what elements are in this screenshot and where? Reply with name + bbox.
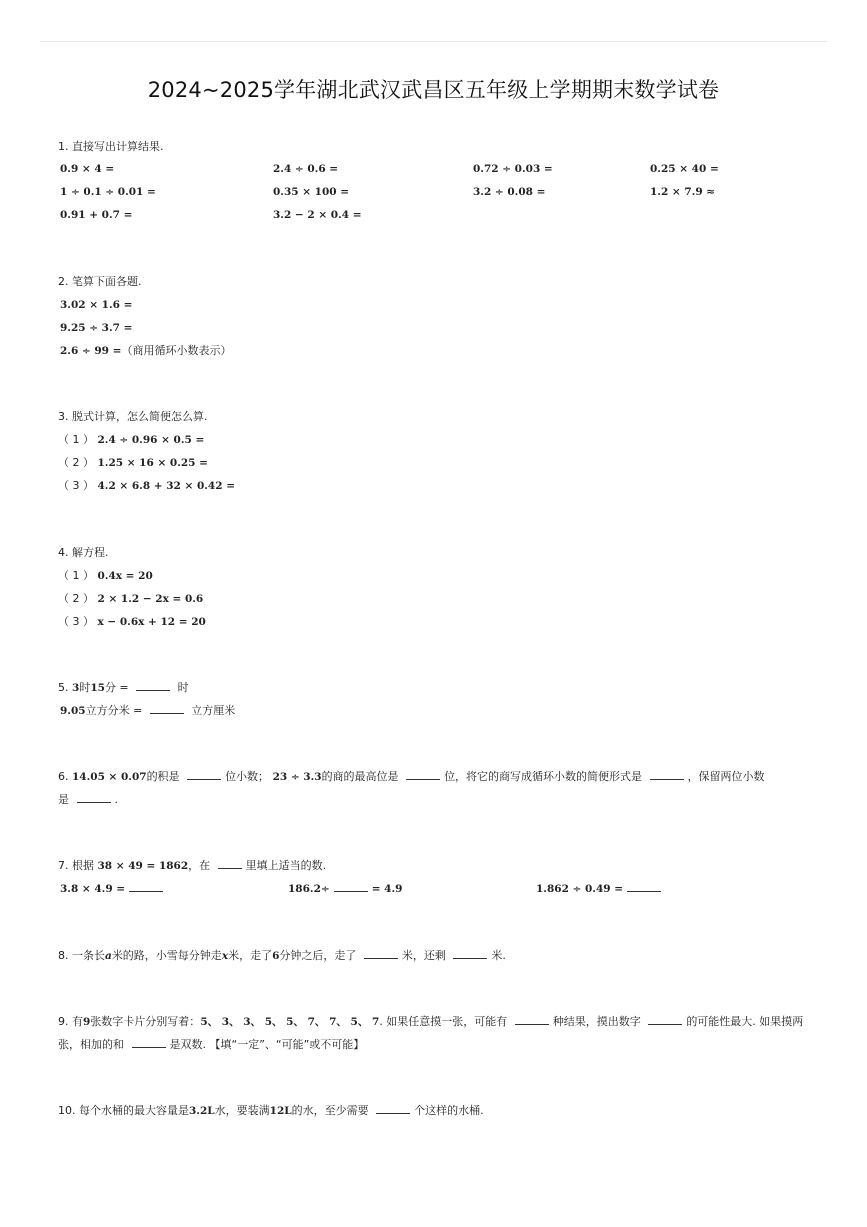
math: 9 xyxy=(83,1016,91,1028)
q7-items xyxy=(58,877,827,900)
q2-item xyxy=(58,316,827,339)
q1-item: 1.2 × 7.9 ≈ xyxy=(650,186,716,198)
question-number: 5. xyxy=(58,681,69,694)
text: 的水，至少需要 xyxy=(291,1104,369,1117)
q7-item xyxy=(60,877,167,901)
item-label: （ 2 ） xyxy=(58,592,94,605)
question-3 xyxy=(58,405,827,497)
text: 立方厘米 xyxy=(191,704,236,717)
question-stem: 1. 直接写出计算结果. xyxy=(58,140,164,153)
text: 分钟之后，走了 xyxy=(279,949,357,962)
text: 的积是 xyxy=(146,770,180,783)
text: 里填上适当的数. xyxy=(245,859,327,872)
question-stem: 4. 解方程. xyxy=(58,546,109,559)
q4-equation: 0.4x = 20 xyxy=(97,570,153,582)
text: 是双数. 【填“一定”、“可能”或不可能】 xyxy=(169,1038,365,1051)
math: 14.05 × 0.07 xyxy=(72,771,147,783)
answer-blank[interactable] xyxy=(334,879,368,892)
answer-blank[interactable] xyxy=(150,701,184,714)
math: 6 xyxy=(272,950,280,962)
text: 水，要装满 xyxy=(214,1104,270,1117)
question-4 xyxy=(58,541,827,633)
text: 的商的最高位是 xyxy=(321,770,399,783)
text: 立方分米 = xyxy=(85,704,143,717)
math: 9.05 xyxy=(60,705,86,717)
q5-line-1 xyxy=(58,676,827,699)
q9-line-2 xyxy=(58,1033,827,1056)
answer-blank[interactable] xyxy=(453,946,487,959)
q2-expr: 2.6 ÷ 99 = xyxy=(60,345,122,357)
q3-item xyxy=(58,451,827,474)
q1-row-1 xyxy=(58,158,827,181)
text: 张，相加的和 xyxy=(58,1038,124,1051)
page-title: 2024~2025学年湖北武汉武昌区五年级上学期期末数学试卷 xyxy=(147,78,720,102)
answer-blank[interactable] xyxy=(515,1012,549,1025)
q4-item xyxy=(58,610,827,633)
question-2 xyxy=(58,270,827,362)
math: 12L xyxy=(269,1105,292,1117)
q4-item xyxy=(58,564,827,587)
item-label: （ 3 ） xyxy=(58,479,94,492)
q3-expr: 4.2 × 6.8 + 32 × 0.42 = xyxy=(97,480,235,492)
text: 时 xyxy=(177,681,189,694)
question-6 xyxy=(58,765,827,811)
answer-blank[interactable] xyxy=(132,1035,166,1048)
q9-line-1 xyxy=(58,1010,827,1033)
answer-blank[interactable] xyxy=(77,790,111,803)
question-number: 6. xyxy=(58,770,69,783)
q1-item: 0.72 ÷ 0.03 = xyxy=(473,163,553,175)
q1-item: 0.25 × 40 = xyxy=(650,163,719,175)
question-stem: 2. 笔算下面各题. xyxy=(58,275,142,288)
answer-blank[interactable] xyxy=(136,678,170,691)
q3-expr: 1.25 × 16 × 0.25 = xyxy=(97,457,208,469)
q3-item xyxy=(58,428,827,451)
q4-equation: 2 × 1.2 − 2x = 0.6 xyxy=(97,593,204,605)
answer-blank[interactable] xyxy=(129,879,163,892)
q2-item xyxy=(58,339,827,362)
text: 个这样的水桶. xyxy=(414,1104,484,1117)
text: 米的路，小雪每分钟走 xyxy=(111,949,222,962)
text: 位小数； xyxy=(225,770,270,783)
top-divider xyxy=(40,41,827,42)
q1-item: 3.2 − 2 × 0.4 = xyxy=(273,209,362,221)
q5-line-2 xyxy=(58,699,827,722)
text: ，在 xyxy=(188,859,211,872)
answer-blank[interactable] xyxy=(376,1101,410,1114)
question-7 xyxy=(58,854,827,900)
item-label: （ 3 ） xyxy=(58,615,94,628)
q10-line xyxy=(58,1099,827,1122)
math: = 4.9 xyxy=(371,883,403,895)
text: . 如果任意摸一张，可能有 xyxy=(379,1015,508,1028)
q1-item: 0.35 × 100 = xyxy=(273,186,350,198)
text: . xyxy=(114,793,118,806)
math: a xyxy=(105,950,112,962)
q1-row-3 xyxy=(58,204,827,227)
text: 张数字卡片分别写着： xyxy=(90,1015,201,1028)
question-1 xyxy=(58,135,827,227)
q4-equation: x − 0.6x + 12 = 20 xyxy=(97,616,206,628)
math: 3.8 × 4.9 = xyxy=(60,883,126,895)
q7-item xyxy=(536,877,665,901)
math: 186.2÷ xyxy=(288,883,330,895)
text: 10. 每个水桶的最大容量是 xyxy=(58,1104,189,1117)
answer-blank[interactable] xyxy=(648,1012,682,1025)
item-label: （ 1 ） xyxy=(58,569,94,582)
q2-item xyxy=(58,293,827,316)
q2-expr: 3.02 × 1.6 = xyxy=(60,299,133,311)
q1-item: 0.91 + 0.7 = xyxy=(60,209,133,221)
math: x xyxy=(221,950,229,962)
text: 7. 根据 xyxy=(58,859,94,872)
q6-line-1 xyxy=(58,765,827,788)
math: 3 xyxy=(72,682,80,694)
math: 23 ÷ 3.3 xyxy=(272,771,322,783)
q7-item xyxy=(288,877,402,901)
item-label: （ 1 ） xyxy=(58,433,94,446)
text: 8. 一条长 xyxy=(58,949,105,962)
answer-blank[interactable] xyxy=(650,767,684,780)
q1-item: 2.4 ÷ 0.6 = xyxy=(273,163,339,175)
question-5 xyxy=(58,676,827,722)
q3-item xyxy=(58,474,827,497)
answer-blank[interactable] xyxy=(187,767,221,780)
answer-blank-sample xyxy=(218,856,242,869)
text: ，保留两位小数 xyxy=(687,770,765,783)
math: 15 xyxy=(90,682,105,694)
item-label: （ 2 ） xyxy=(58,456,94,469)
math: 5、 3、 3、 5、 5、 7、 7、 5、 7 xyxy=(200,1016,380,1028)
question-9 xyxy=(58,1010,827,1056)
text: 9. 有 xyxy=(58,1015,83,1028)
q6-line-2 xyxy=(58,788,827,811)
text: 的可能性最大. 如果摸两 xyxy=(686,1015,804,1028)
q4-item xyxy=(58,587,827,610)
text: 位，将它的商写成循环小数的简便形式是 xyxy=(444,770,643,783)
text: 时 xyxy=(79,681,91,694)
q8-line xyxy=(58,944,827,967)
math: 38 × 49 = 1862 xyxy=(97,860,189,872)
q2-note: （商用循环小数表示） xyxy=(121,344,232,357)
answer-blank[interactable] xyxy=(627,879,661,892)
q1-item: 0.9 × 4 = xyxy=(60,163,115,175)
question-10 xyxy=(58,1099,827,1122)
text: 米，走了 xyxy=(228,949,273,962)
question-8 xyxy=(58,944,827,967)
math: 3.2L xyxy=(189,1105,215,1117)
answer-blank[interactable] xyxy=(406,767,440,780)
q7-stem xyxy=(58,854,827,877)
math: 1.862 ÷ 0.49 = xyxy=(536,883,624,895)
q1-item: 1 ÷ 0.1 ÷ 0.01 = xyxy=(60,186,156,198)
text: 米. xyxy=(491,949,506,962)
q1-row-2 xyxy=(58,181,827,204)
text: 是 xyxy=(58,793,69,806)
text: 分 = xyxy=(104,681,129,694)
answer-blank[interactable] xyxy=(364,946,398,959)
text: 米，还剩 xyxy=(401,949,446,962)
question-stem: 3. 脱式计算，怎么简便怎么算. xyxy=(58,410,208,423)
q3-expr: 2.4 ÷ 0.96 × 0.5 = xyxy=(97,434,205,446)
q2-expr: 9.25 ÷ 3.7 = xyxy=(60,322,133,334)
q1-item: 3.2 ÷ 0.08 = xyxy=(473,186,546,198)
text: 种结果，摸出数字 xyxy=(552,1015,641,1028)
